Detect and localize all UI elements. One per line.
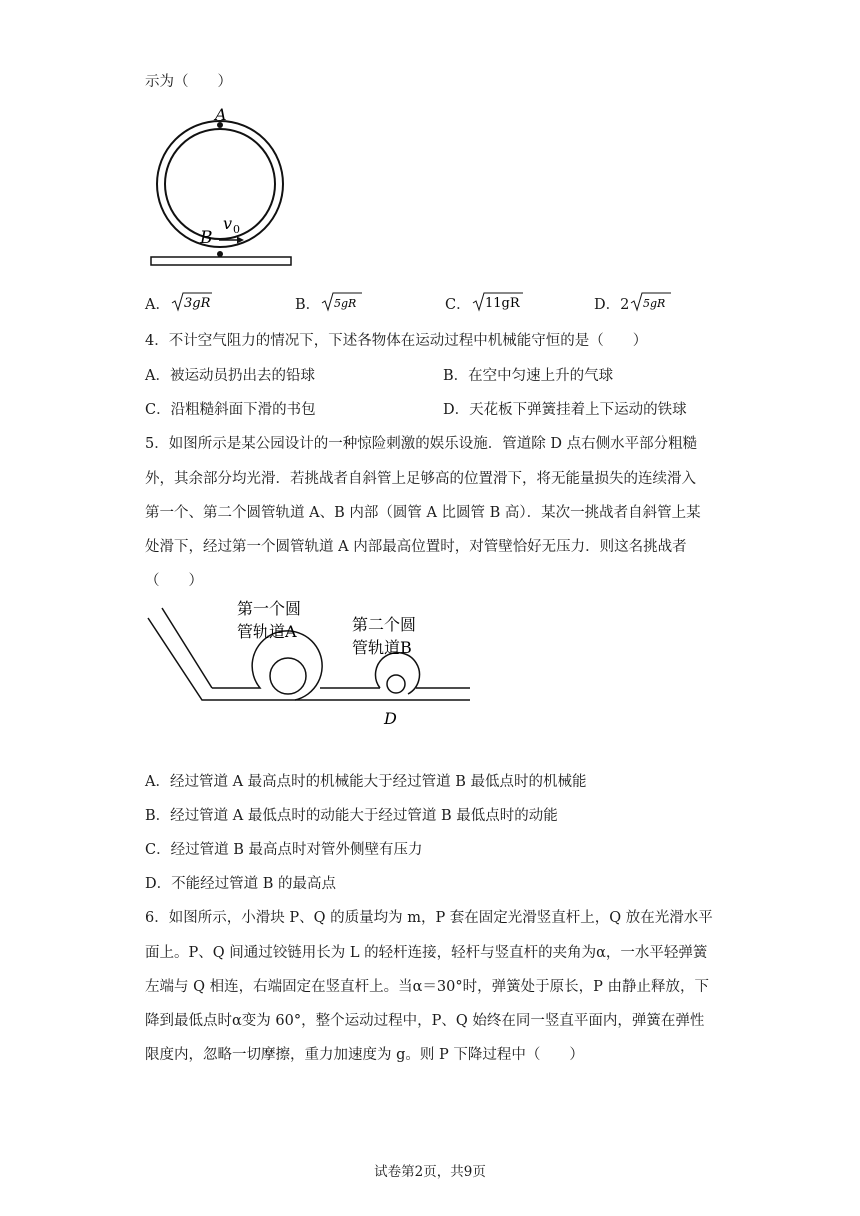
label-loop-a-line2: 管轨道A <box>237 622 297 641</box>
sqrt-expression <box>170 291 212 319</box>
q3-circle-track-figure <box>145 105 305 275</box>
svg-text:11gR: 11gR <box>484 296 520 311</box>
label-v: v <box>223 214 233 233</box>
q5-option-d[interactable]: D．不能经过管道 B 的最高点 <box>145 876 336 892</box>
label-loop-a-line1: 第一个圆 <box>237 599 302 618</box>
q3-option-a[interactable]: A． 3gR <box>145 291 212 319</box>
svg-text:5gR: 5gR <box>643 297 666 310</box>
svg-text:3gR: 3gR <box>183 296 211 311</box>
q5-stem-line-4: 处滑下，经过第一个圆管轨道 A 内部最高位置时，对管壁恰好无压力．则这名挑战者 <box>145 539 687 555</box>
sqrt-expression <box>320 291 362 319</box>
q5-option-b[interactable]: B．经过管道 A 最低点时的动能大于经过管道 B 最低点时的动能 <box>145 808 558 824</box>
q3-option-c[interactable]: C． 11gR <box>445 291 523 319</box>
q3-option-b[interactable]: B． 5gR <box>295 291 362 319</box>
label-v-sub: 0 <box>233 223 240 236</box>
q5-stem-line-2: 外，其余部分均光滑．若挑战者自斜管上足够高的位置滑下，将无能量损失的连续滑入 <box>145 471 696 487</box>
sqrt-radical-icon <box>629 291 671 313</box>
label-a: A <box>215 105 227 124</box>
point-b-dot <box>217 251 223 257</box>
loop-a-inner <box>270 658 306 694</box>
q4-option-d[interactable]: D．天花板下弹簧挂着上下运动的铁球 <box>443 402 687 418</box>
q5-stem-line-3: 第一个、第二个圆管轨道 A、B 内部（圆管 A 比圆管 B 高）．某次一挑战者自斜管上某 <box>145 505 701 521</box>
q3-option-d[interactable]: D．2 5gR <box>594 291 671 319</box>
q4-stem: 4．不计空气阻力的情况下，下述各物体在运动过程中机械能守恒的是（ ） <box>145 333 648 349</box>
q5-option-a[interactable]: A．经过管道 A 最高点时的机械能大于经过管道 B 最低点时的机械能 <box>145 774 587 790</box>
loop-b-inner <box>387 675 405 693</box>
q4-option-b[interactable]: B．在空中匀速上升的气球 <box>443 368 614 384</box>
sqrt-expression <box>629 291 671 319</box>
sqrt-radical-icon <box>320 291 362 313</box>
outer-ring <box>157 121 283 247</box>
q6-stem-line-2: 面上。P、Q 间通过铰链用长为 L 的轻杆连接，轻杆与竖直杆的夹角为α，一水平轻弹簧 <box>145 945 708 961</box>
q3-stem-tail: 示为（ ） <box>145 74 232 90</box>
q6-stem-line-3: 左端与 Q 相连，右端固定在竖直杆上。当α＝30°时，弹簧处于原长，P 由静止释放，下 <box>145 979 709 995</box>
ground-plate <box>151 257 291 265</box>
q6-stem-line-4: 降到最低点时α变为 60°，整个运动过程中，P、Q 始终在同一竖直平面内，弹簧在弹性 <box>145 1013 705 1029</box>
q5-stem-line-5: （ ） <box>145 573 203 589</box>
q6-stem-line-5: 限度内，忽略一切摩擦，重力加速度为 g。则 P 下降过程中（ ） <box>145 1047 584 1063</box>
loop-a-outer <box>212 631 322 700</box>
label-loop-b-line2: 管轨道B <box>352 638 412 657</box>
svg-text:5gR: 5gR <box>334 297 357 310</box>
inner-ring <box>165 129 275 239</box>
q5-option-c[interactable]: C．经过管道 B 最高点时对管外侧壁有压力 <box>145 842 423 858</box>
q5-tube-track-figure <box>140 590 480 740</box>
loop-b-outer <box>375 653 419 694</box>
label-b: B <box>200 228 213 248</box>
q4-option-a[interactable]: A．被运动员扔出去的铅球 <box>145 368 315 384</box>
q6-stem-line-1: 6．如图所示，小滑块 P、Q 的质量均为 m，P 套在固定光滑竖直杆上，Q 放在光滑水平 <box>145 910 713 926</box>
page-footer: 试卷第2页，共9页 <box>374 1164 486 1180</box>
label-loop-b-line1: 第二个圆 <box>352 615 417 634</box>
label-d: D <box>384 709 397 728</box>
sqrt-radical-icon <box>170 291 212 313</box>
q5-stem-line-1: 5．如图所示是某公园设计的一种惊险刺激的娱乐设施．管道除 D 点右侧水平部分粗糙 <box>145 436 698 452</box>
sqrt-radical-icon <box>471 291 523 313</box>
q4-option-c[interactable]: C．沿粗糙斜面下滑的书包 <box>145 402 316 418</box>
sqrt-expression <box>471 291 523 319</box>
